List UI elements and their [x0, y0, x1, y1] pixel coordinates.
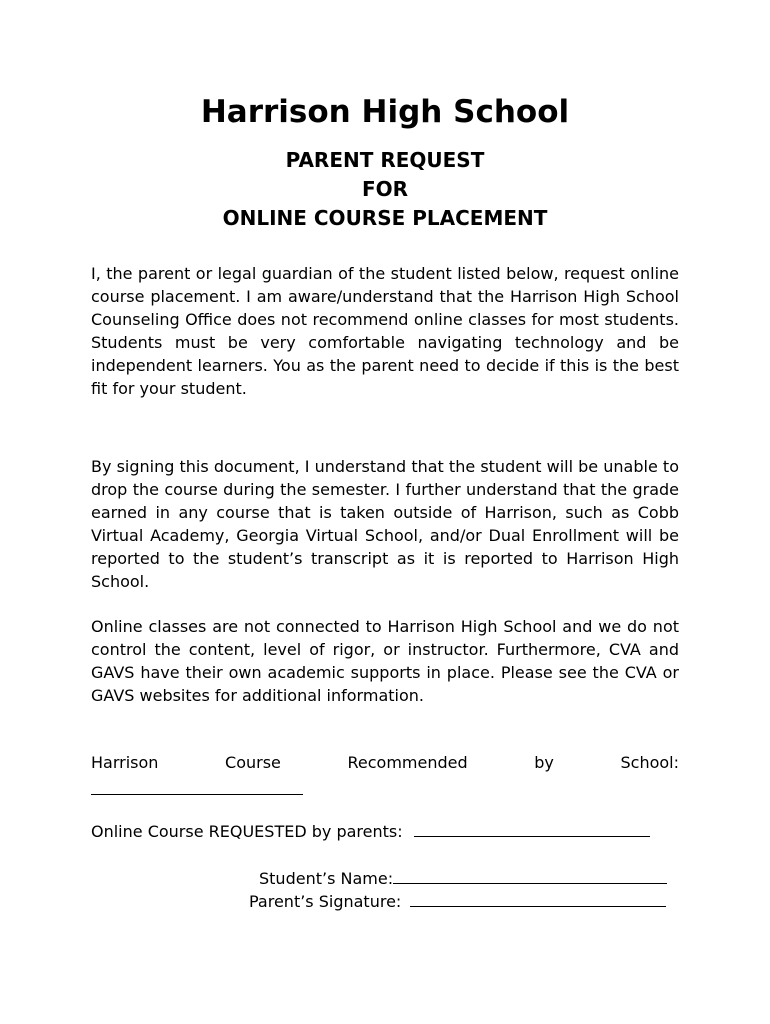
parent-signature-row — [249, 889, 666, 913]
recommended-course-label — [91, 751, 679, 774]
paragraph-online-classes — [91, 615, 679, 707]
form-title-line-2: FOR — [361, 177, 409, 201]
form-title-line-1: PARENT REQUEST — [285, 148, 485, 172]
online-course-blank[interactable] — [414, 819, 650, 837]
label-word: Course — [225, 753, 281, 772]
student-name-blank[interactable] — [393, 866, 667, 884]
recommended-course-blank[interactable] — [91, 777, 303, 795]
label-word: School: — [620, 753, 679, 772]
student-name-label: Student’s Name: — [259, 869, 394, 888]
student-name-row — [259, 866, 667, 890]
label-word: Harrison — [91, 753, 159, 772]
online-course-label: Online Course REQUESTED by parents: — [91, 822, 403, 841]
school-name-heading: Harrison High School — [200, 94, 570, 130]
paragraph-text: Online classes are not connected to Harrison High School and we do not control the content, level of rigor, or instructor. Furthermore, CVA and GAVS have their own academic supports in place. Please see the CVA or GAVS websites for additional information. — [91, 617, 679, 705]
online-course-row — [91, 819, 650, 843]
label-word: Recommended — [347, 753, 468, 772]
paragraph-text: By signing this document, I understand that the student will be unable to drop the course during the semester. I further understand that the grade earned in any course that is taken outside of Harrison, such as Cobb Virtual Academy, Georgia Virtual School, and/or Dual Enrollment will be reported to the student’s transcript as it is reported to Harrison High School. — [91, 457, 679, 591]
recommended-course-row — [91, 777, 303, 801]
paragraph-text: I, the parent or legal guardian of the student listed below, request online course placement. I am aware/understand that the Harrison High School Counseling Office does not recommend online classes for most students. Students must be very comfortable navigating technology and be independent learners. You as the parent need to decide if this is the best fit for your student. — [91, 264, 679, 398]
paragraph-signing-terms — [91, 455, 679, 593]
paragraph-parent-request — [91, 262, 679, 400]
parent-signature-blank[interactable] — [410, 889, 666, 907]
form-title — [0, 146, 770, 233]
parent-signature-label: Parent’s Signature: — [249, 892, 402, 911]
label-word: by — [534, 753, 554, 772]
form-title-line-3: ONLINE COURSE PLACEMENT — [222, 206, 548, 230]
